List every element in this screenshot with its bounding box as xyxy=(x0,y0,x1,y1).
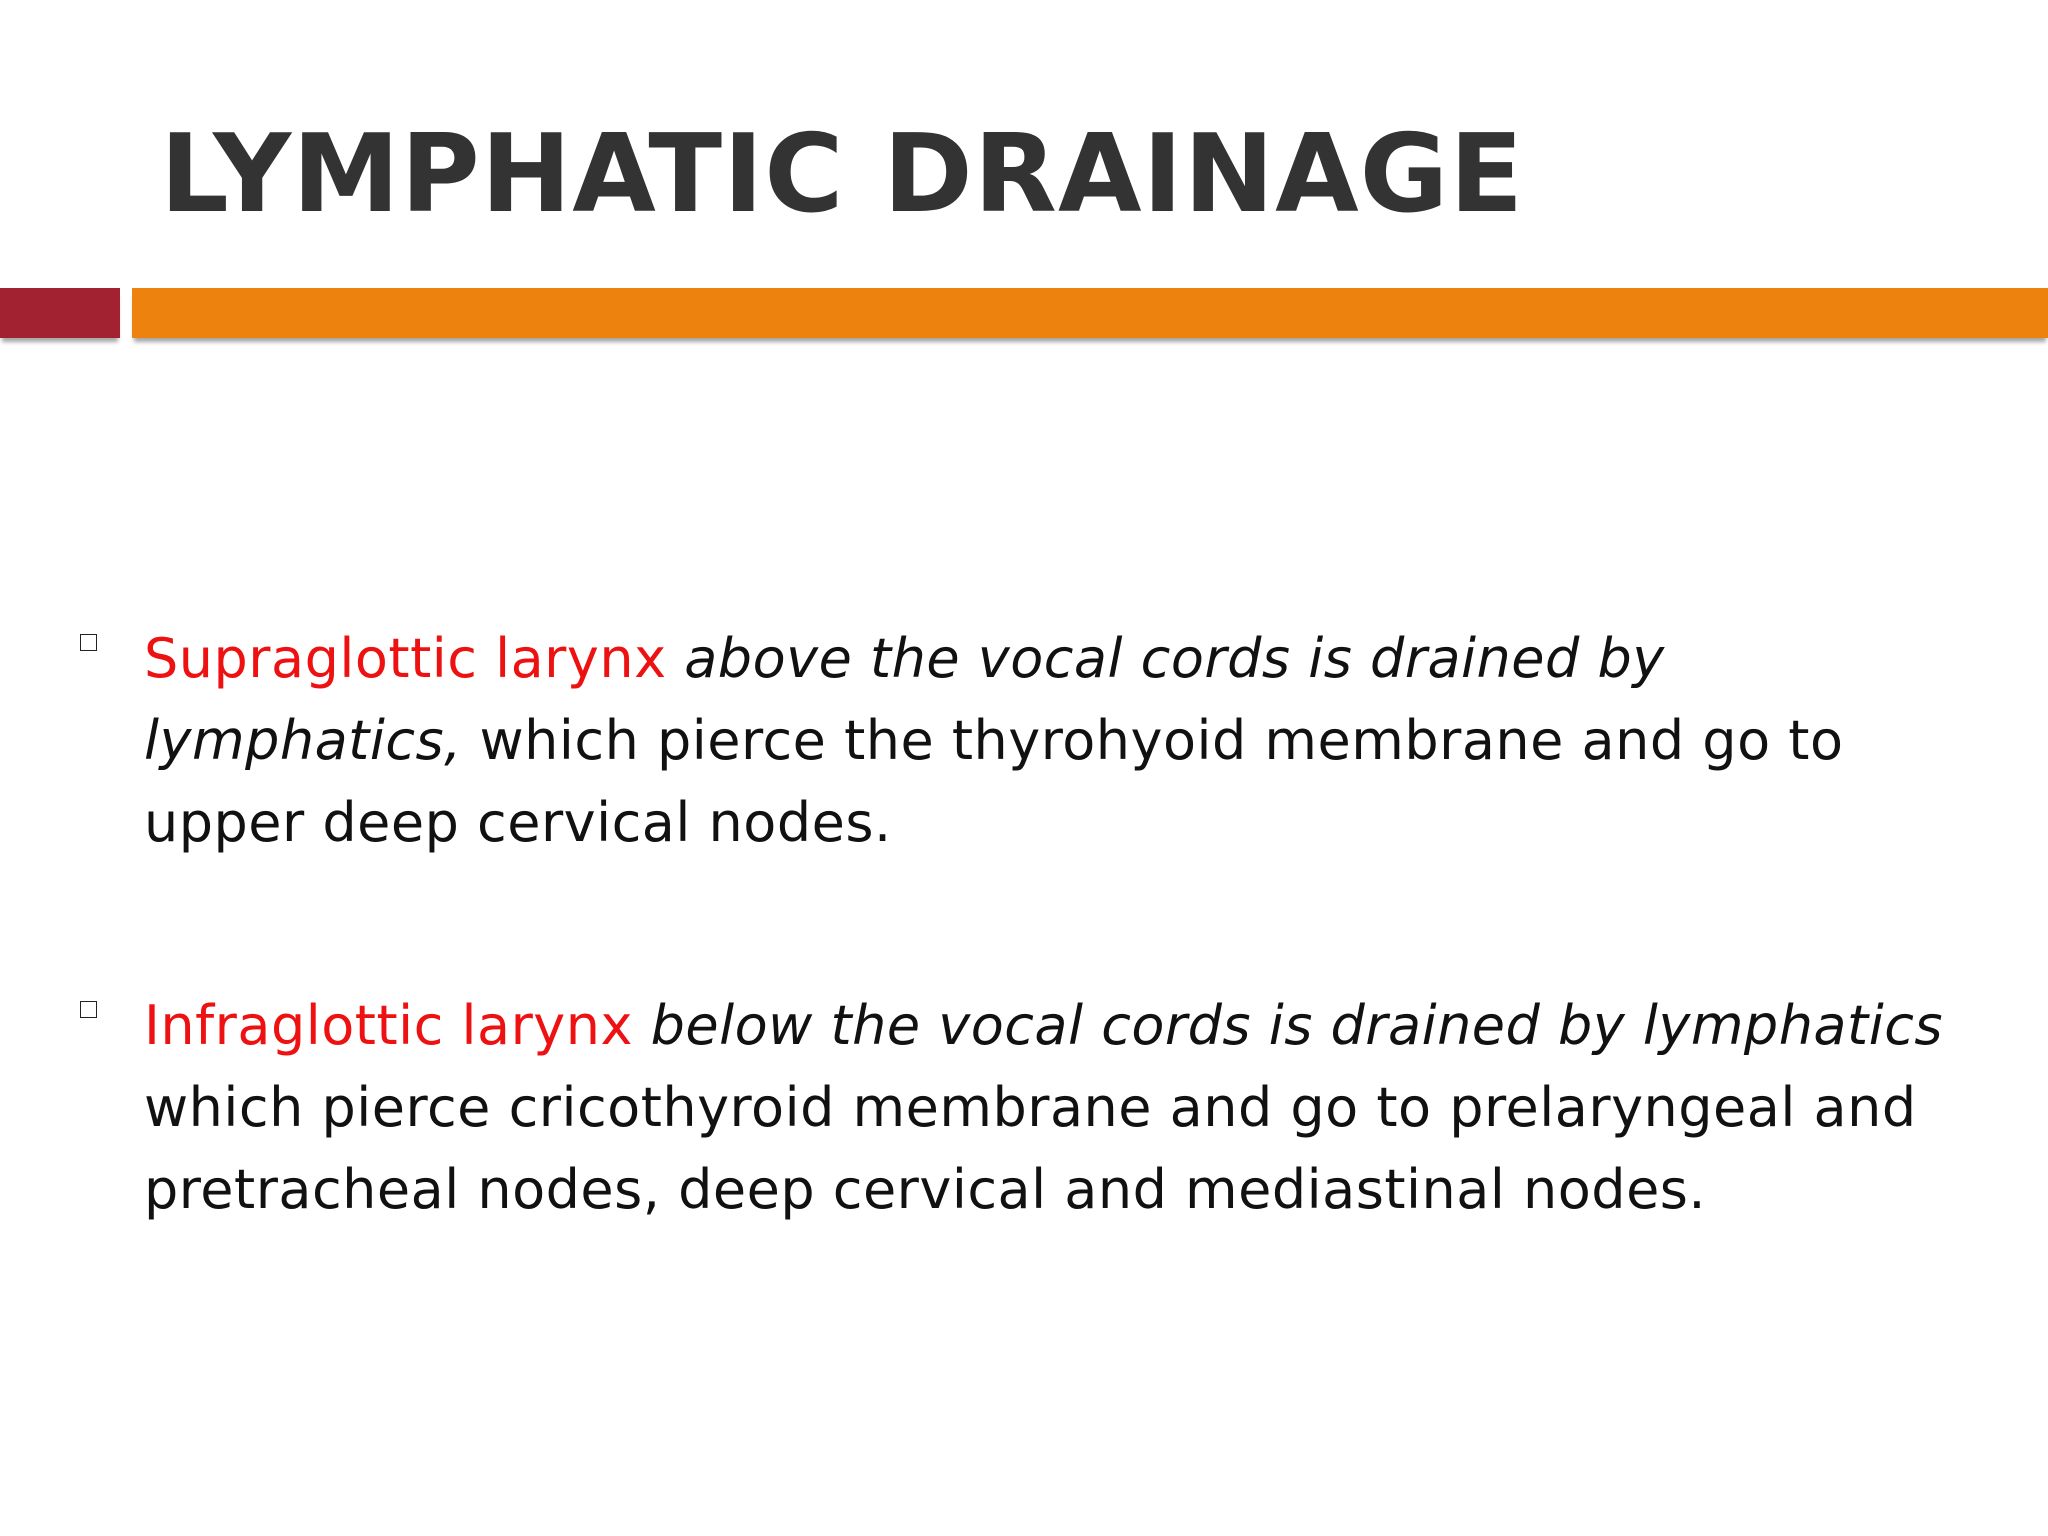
bullet-term: Infraglottic larynx xyxy=(144,994,633,1057)
bullet-italic-text: above the vocal cords is drained by lymphatics, xyxy=(144,627,1665,772)
slide-title: LYMPHATIC DRAINAGE xyxy=(160,112,1525,237)
bullet-text xyxy=(144,985,1944,1231)
bullet-body-text: which pierce cricothyroid membrane and go to prelaryngeal and pretracheal nodes, deep cervical and mediastinal nodes. xyxy=(144,1076,1917,1221)
square-bullet-icon xyxy=(80,634,97,651)
square-bullet-icon xyxy=(80,1001,97,1018)
accent-bar-right xyxy=(132,288,2048,338)
bullet-body-text: which pierce the thyrohyoid membrane and go to upper deep cervical nodes. xyxy=(144,709,1844,854)
bullet-text xyxy=(144,618,1944,864)
bullet-term: Supraglottic larynx xyxy=(144,627,667,690)
accent-bar-left xyxy=(0,288,120,338)
bullet-italic-text: below the vocal cords is drained by lymphatics xyxy=(650,994,1944,1057)
